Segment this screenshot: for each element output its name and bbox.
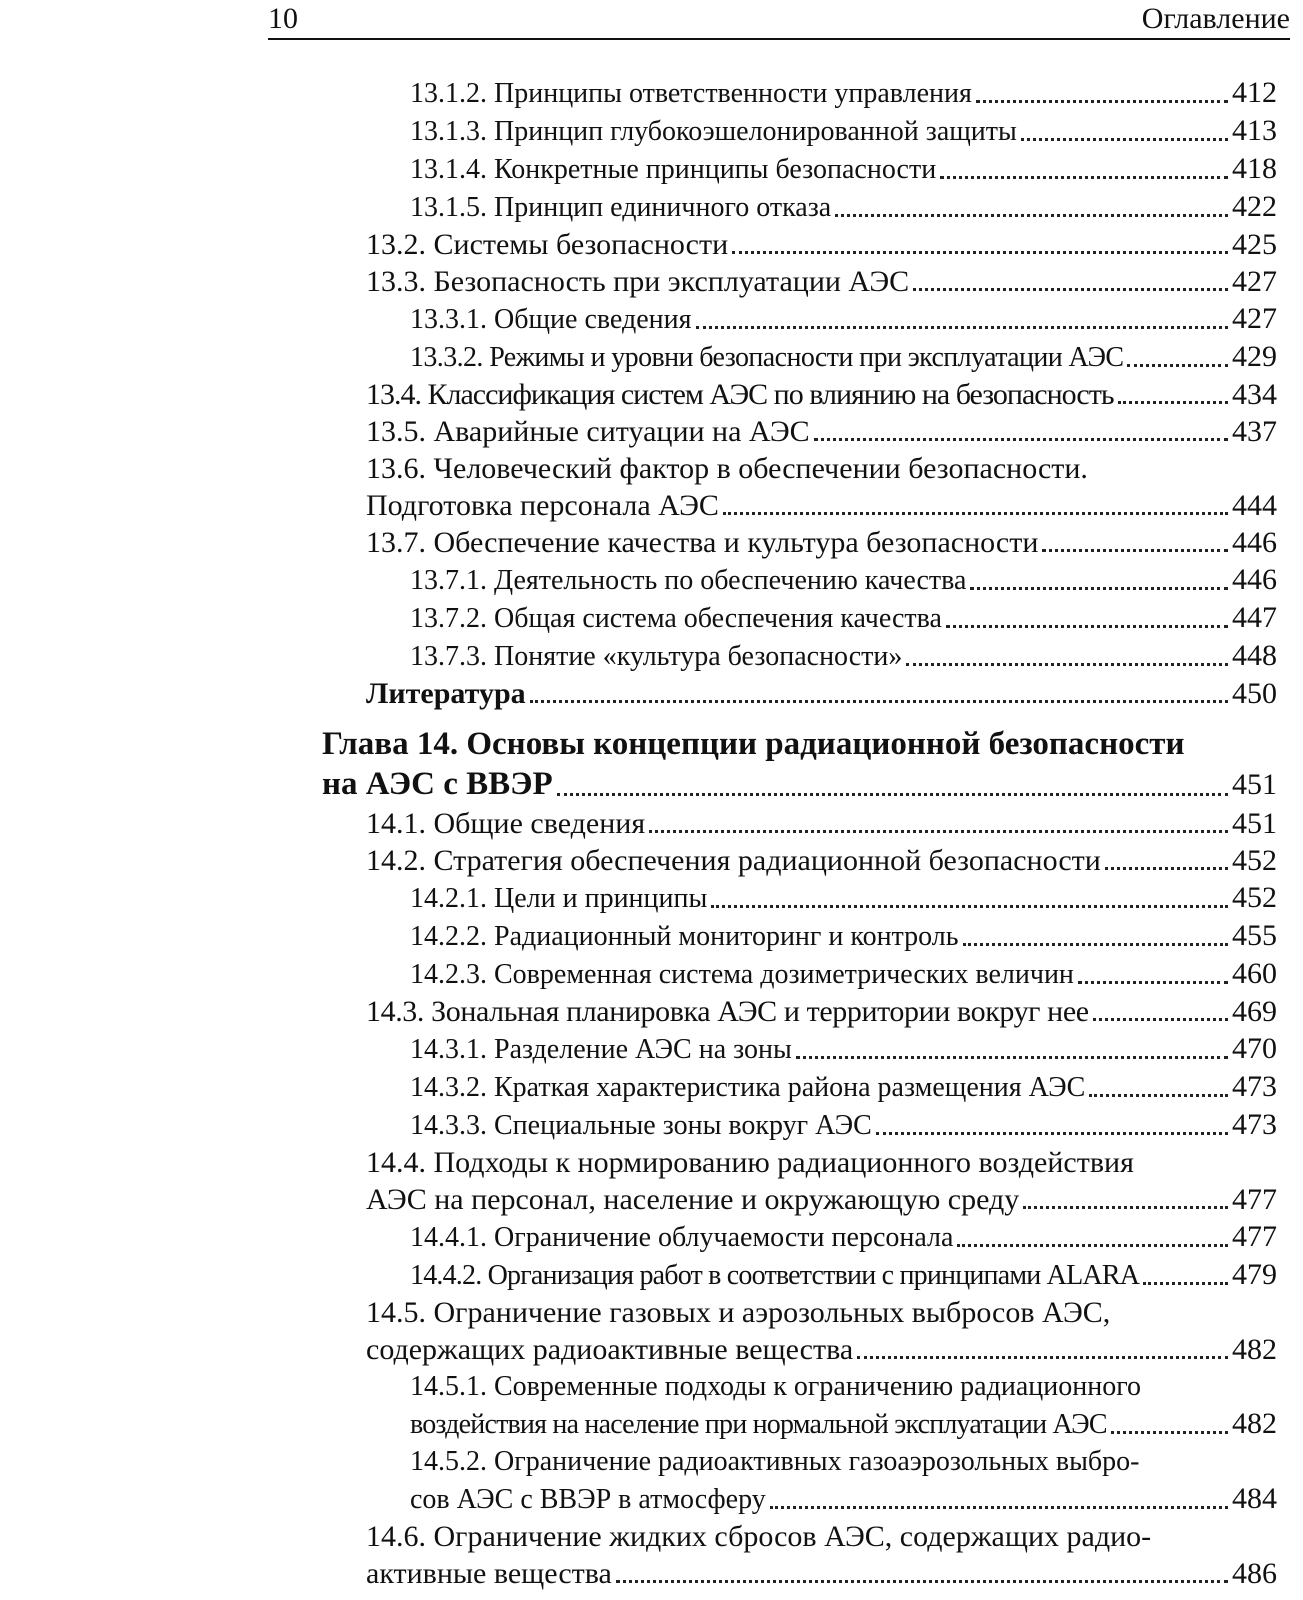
toc-entry: 14.3. Зональная планировка АЭС и территории вокруг нее 469	[366, 995, 1277, 1028]
toc-entry: 14.2. Стратегия обеспечения радиационной безопасности 452	[366, 844, 1277, 877]
page-ref: 425	[1232, 228, 1277, 261]
toc-entry: 14.2.2. Радиационный мониторинг и контроль 455	[410, 919, 1277, 952]
page-ref: 427	[1232, 265, 1277, 298]
toc-entry: 14.5. Ограничение газовых и аэрозольных выбросов АЭС, содержащих радиоактивные вещества 482	[366, 1296, 1277, 1366]
page-ref: 469	[1232, 995, 1277, 1028]
page-ref: 451	[1232, 768, 1277, 801]
toc-entry: 13.1.5. Принцип единичного отказа 422	[410, 190, 1277, 223]
page-ref: 434	[1232, 378, 1277, 411]
page-ref: 437	[1232, 415, 1277, 448]
page-ref: 479	[1232, 1258, 1277, 1291]
toc-entry: 14.3.2. Краткая характеристика района размещения АЭС 473	[410, 1070, 1277, 1103]
toc-entry: 14.5.1. Современные подходы к ограничению радиационного воздействия на население при нормальной эксплуатации АЭС 482	[410, 1371, 1277, 1440]
toc-entry: 14.4.2. Организация работ в соответствии с принципами ALARA 479	[410, 1258, 1277, 1291]
page-ref: 482	[1232, 1407, 1277, 1440]
page-ref: 446	[1232, 563, 1277, 596]
page-ref: 477	[1232, 1183, 1277, 1216]
toc-entry: 13.6. Человеческий фактор в обеспечении безопасности. Подготовка персонала АЭС 444	[366, 452, 1277, 522]
page-ref: 446	[1232, 526, 1277, 559]
page-ref: 447	[1232, 601, 1277, 634]
chapter-heading: Глава 14. Основы концепции радиационной безопасности на АЭС с ВВЭР 451	[0, 724, 1303, 805]
page-ref: 482	[1232, 1333, 1277, 1366]
toc-entry: 14.1. Общие сведения 451	[366, 807, 1277, 840]
toc-entry: 13.1.4. Конкретные принципы безопасности 418	[410, 152, 1277, 185]
page-ref: 452	[1232, 844, 1277, 877]
running-title: Оглавление	[1141, 2, 1290, 35]
page-ref: 452	[1232, 881, 1277, 914]
toc-entry: 14.2.1. Цели и принципы 452	[410, 881, 1277, 914]
page-ref: 473	[1232, 1070, 1277, 1103]
toc-entry: 13.1.2. Принципы ответственности управления 412	[410, 76, 1277, 109]
toc-entry: 14.6. Ограничение жидких сбросов АЭС, содержащих радио- активные вещества 486	[366, 1520, 1277, 1590]
toc-entry: 13.7.2. Общая система обеспечения качества 447	[410, 601, 1277, 634]
page-ref: 451	[1232, 807, 1277, 840]
page-ref: 412	[1232, 76, 1277, 109]
toc-entry: 13.7.3. Понятие «культура безопасности» 448	[410, 639, 1277, 672]
page-ref: 427	[1232, 302, 1277, 335]
toc-entry: 13.2. Системы безопасности 425	[366, 228, 1277, 261]
toc-entry: 13.4. Классификация систем АЭС по влиянию на безопасность 434	[366, 378, 1277, 411]
toc-entry-references: Литература 450	[366, 677, 1277, 710]
page-ref: 460	[1232, 957, 1277, 990]
toc-entry: 14.2.3. Современная система дозиметрических величин 460	[410, 957, 1277, 990]
toc-entry: 14.4. Подходы к нормированию радиационного воздействия АЭС на персонал, население и окружающую среду 477	[366, 1146, 1277, 1216]
page-ref: 422	[1232, 190, 1277, 223]
page-ref: 444	[1232, 489, 1277, 522]
page-ref: 450	[1232, 677, 1277, 710]
toc-entry: 14.3.3. Специальные зоны вокруг АЭС 473	[410, 1108, 1277, 1141]
toc-entry: 13.1.3. Принцип глубокоэшелонированной защиты 413	[410, 114, 1277, 147]
toc-entry: 14.5.2. Ограничение радиоактивных газоаэрозольных выбро- сов АЭС с ВВЭР в атмосферу 484	[410, 1446, 1277, 1515]
page-ref: 429	[1232, 340, 1277, 373]
toc-entry: 13.3.2. Режимы и уровни безопасности при эксплуатации АЭС 429	[410, 340, 1277, 373]
table-of-contents	[0, 74, 1303, 1592]
page-ref: 473	[1232, 1108, 1277, 1141]
toc-entry: 13.7. Обеспечение качества и культура безопасности 446	[366, 526, 1277, 559]
page-ref: 455	[1232, 919, 1277, 952]
page-ref: 448	[1232, 639, 1277, 672]
page-number: 10	[268, 2, 298, 35]
page-ref: 477	[1232, 1220, 1277, 1253]
toc-entry: 13.3.1. Общие сведения 427	[410, 302, 1277, 335]
toc-entry: 13.3. Безопасность при эксплуатации АЭС 427	[366, 265, 1277, 298]
page-ref: 413	[1232, 114, 1277, 147]
page-ref: 484	[1232, 1482, 1277, 1515]
toc-entry: 13.7.1. Деятельность по обеспечению качества 446	[410, 563, 1277, 596]
page-header	[268, 2, 1290, 40]
page-ref: 418	[1232, 152, 1277, 185]
toc-entry: 14.3.1. Разделение АЭС на зоны 470	[410, 1032, 1277, 1065]
toc-entry: 13.5. Аварийные ситуации на АЭС 437	[366, 415, 1277, 448]
toc-entry: 14.4.1. Ограничение облучаемости персонала 477	[410, 1220, 1277, 1253]
page-ref: 470	[1232, 1032, 1277, 1065]
page-ref: 486	[1232, 1557, 1277, 1590]
